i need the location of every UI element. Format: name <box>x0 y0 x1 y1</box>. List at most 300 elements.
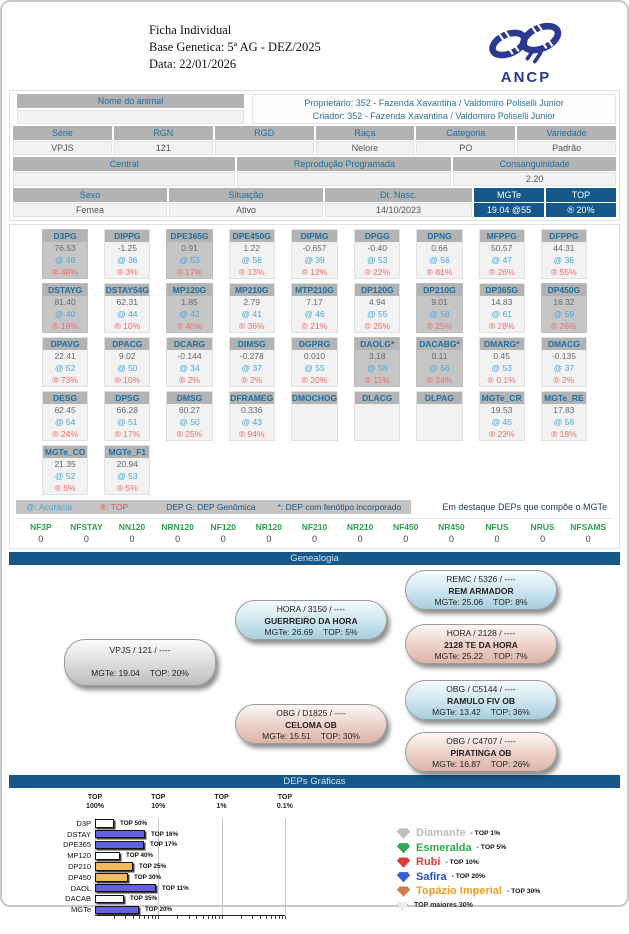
ancp-logo <box>482 22 570 90</box>
pill-mgte: MGTe: 13.42 <box>432 707 481 717</box>
dep-top: ® 21% <box>301 321 328 331</box>
dep-accuracy: @ 55 <box>367 309 388 319</box>
chart-bar <box>95 873 128 882</box>
chart-bar-label: TOP 11% <box>162 884 189 892</box>
chart-axis-tick <box>139 916 140 919</box>
chart-axis-tick <box>196 916 197 919</box>
sexo-value: Femea <box>13 203 167 217</box>
dep-value: 4.94 <box>369 297 386 307</box>
chart-axis-tick <box>260 916 261 919</box>
chart-bar-label: TOP 17% <box>150 841 178 849</box>
axis-tick-label <box>136 794 180 811</box>
genealogy-tree <box>9 565 620 772</box>
dep-accuracy: @ 54 <box>54 417 76 427</box>
chart-bar-row <box>68 872 320 883</box>
dep-top: ® 18% <box>551 429 577 439</box>
pill-top: TOP: 26% <box>490 759 530 769</box>
count-column <box>246 522 292 544</box>
axis-tick-line1: TOP <box>277 794 293 801</box>
raca-header: Raça <box>316 126 415 140</box>
gem-legend-name: Safira <box>416 870 447 883</box>
pill-stats <box>406 651 556 663</box>
chart-bar-row <box>76 818 320 829</box>
dep-accuracy: @ 58 <box>429 309 450 319</box>
dep-cell <box>166 391 212 441</box>
chart-axis-tick <box>148 916 149 919</box>
dtnasc-value: 14/10/2023 <box>325 203 472 217</box>
chart-x-axis <box>95 915 320 920</box>
chart-axis-tick <box>241 916 242 919</box>
gem-legend-name: Rubi <box>416 856 441 869</box>
count-column <box>383 522 429 544</box>
dep-top: ® 2% <box>179 375 200 385</box>
gem-legend-name: Diamante <box>416 827 466 840</box>
dep-value <box>355 404 399 416</box>
dep-accuracy: @ 56 <box>429 363 450 373</box>
central-header: Central <box>13 157 235 171</box>
dep-accuracy: @ 36 <box>117 255 138 265</box>
dep-cell <box>229 391 275 441</box>
dep-cell <box>291 283 338 333</box>
count-column <box>109 522 155 544</box>
reproducao-header: Reprodução Programada <box>237 157 451 171</box>
axis-tick-line2: 100% <box>86 802 104 810</box>
deps-graficas-section-bar: DEPs Gráficas <box>9 775 620 788</box>
count-value: 0 <box>585 534 591 544</box>
dep-value <box>292 404 337 416</box>
dep-cell <box>42 391 88 441</box>
chart-bar-row <box>68 861 320 872</box>
dep-accuracy: @ 39 <box>304 255 325 265</box>
count-label: NF120 <box>210 522 237 532</box>
dep-top: ® 12% <box>301 267 328 277</box>
dep-name: DPE450G <box>230 230 274 242</box>
chart-bar-label: TOP 35% <box>130 895 158 903</box>
dep-top: ® 2% <box>241 375 263 385</box>
dep-cell <box>166 337 212 387</box>
dep-top: ® 3% <box>116 267 138 277</box>
dep-accuracy: @ 50 <box>179 417 200 427</box>
pill-code: HORA / 3150 / ---- <box>276 604 346 614</box>
dep-top: ® 10% <box>114 321 141 331</box>
chart-bar <box>95 819 114 828</box>
count-column <box>520 522 566 544</box>
dep-cell <box>166 229 212 279</box>
dep-cell <box>104 229 150 279</box>
count-column <box>474 522 520 544</box>
dep-top: ® 40% <box>176 321 203 331</box>
dep-name: DPE365G <box>167 230 211 242</box>
count-label: NR120 <box>255 522 283 532</box>
axis-tick-label <box>73 794 117 811</box>
dep-name: DP365G <box>480 284 524 296</box>
dep-top: ® 24% <box>52 429 78 439</box>
nome-do-animal-value <box>17 110 244 124</box>
dep-cell <box>416 337 462 387</box>
dep-top: ® 34% <box>426 375 453 385</box>
chart-axis-tick <box>152 916 153 919</box>
dep-accuracy: @ 53 <box>491 363 512 373</box>
count-label: NF210 <box>301 522 328 532</box>
dep-accuracy: @ 47 <box>491 255 512 265</box>
dep-value: 3.18 <box>369 351 386 361</box>
pill-top: TOP: 36% <box>490 707 530 717</box>
chart-category-label: DP210 <box>68 862 91 872</box>
count-value: 0 <box>357 534 363 544</box>
dep-value: 1.85 <box>181 297 198 307</box>
count-label: NFSTAY <box>70 522 103 532</box>
dtnasc-header: Dt. Nasc. <box>325 188 472 202</box>
chart-category-label: MGTe <box>70 905 91 915</box>
gem-legend-row <box>397 841 540 856</box>
chart-axis-tick <box>114 916 115 919</box>
sexo-header: Sexo <box>13 188 167 202</box>
dep-value: 0.11 <box>431 351 448 361</box>
gem-icon <box>397 901 408 910</box>
dep-top: ® 94% <box>238 429 265 439</box>
gem-legend-row <box>397 884 540 899</box>
deps-chart-area <box>9 794 620 934</box>
dep-name: DSTAY54G <box>105 285 150 295</box>
count-value: 0 <box>38 534 44 544</box>
dep-value: -0.144 <box>177 351 202 361</box>
genealogy-pill[interactable] <box>405 570 557 610</box>
count-value: 0 <box>494 534 500 544</box>
gem-icon <box>397 842 410 853</box>
count-label: NRUS <box>530 522 555 532</box>
pill-stats <box>236 627 386 639</box>
dep-top: ® 11% <box>364 375 390 385</box>
dep-cell <box>354 337 400 387</box>
pill-animal-name: REM ARMADOR <box>448 585 514 596</box>
pill-top: TOP: 8% <box>493 597 528 607</box>
dep-cell <box>104 445 150 495</box>
top-value: ® 20% <box>546 203 616 217</box>
dep-accuracy: @ 42 <box>179 309 200 319</box>
dep-accuracy: @ 52 <box>54 363 76 373</box>
chart-bar <box>95 830 145 839</box>
chart-category-label: D3P <box>76 818 91 828</box>
dep-value: 16.32 <box>553 297 575 307</box>
dep-accuracy: @ 44 <box>117 309 138 319</box>
chart-bar-row <box>65 894 320 905</box>
pill-stats <box>65 668 215 680</box>
dep-cell <box>166 283 212 333</box>
dep-top: ® 0.1% <box>487 375 516 385</box>
pill-code: VPJS / 121 / ---- <box>109 645 171 655</box>
pill-animal-name: 2128 TE DA HORA <box>444 639 518 650</box>
dep-value: -0.40 <box>367 243 387 253</box>
dep-name: MGTe_CO <box>44 447 86 457</box>
count-column <box>18 522 64 544</box>
dep-accuracy: @ 43 <box>241 417 262 427</box>
chart-bar-row <box>70 904 320 915</box>
dep-value: -0.657 <box>302 243 327 253</box>
dep-cell <box>479 229 525 279</box>
dep-name: DPGG <box>355 230 399 242</box>
owner-box <box>252 94 616 124</box>
pill-code: OBG / C5144 / ---- <box>446 684 516 694</box>
chart-axis-tick <box>285 916 286 919</box>
dep-accuracy: @ 58 <box>367 363 388 373</box>
deps-bar-chart <box>39 794 349 934</box>
dep-legend-bar <box>16 500 411 514</box>
chart-axis-tick <box>144 916 145 919</box>
dep-top: ® 25% <box>426 321 453 331</box>
animal-info-table <box>9 90 620 221</box>
dep-top <box>355 428 399 440</box>
dep-value: 0.010 <box>303 351 326 361</box>
count-label: NN120 <box>118 522 146 532</box>
rgn-header: RGN <box>114 126 213 140</box>
count-column <box>565 522 611 544</box>
dep-accuracy: @ 59 <box>553 309 575 319</box>
categoria-value: PO <box>416 141 515 155</box>
chart-axis-tick <box>155 916 156 919</box>
count-value: 0 <box>266 534 272 544</box>
gem-legend-row <box>397 855 540 870</box>
chart-bar-label: TOP 50% <box>120 819 148 827</box>
dep-name: DP120G <box>355 284 399 296</box>
dep-name: MP210G <box>230 284 274 296</box>
dep-value: 81.40 <box>54 297 76 307</box>
situacao-header: Situação <box>169 188 323 202</box>
dep-cell <box>104 391 150 441</box>
dep-accuracy: @ 58 <box>553 417 575 427</box>
dep-cell <box>104 283 150 333</box>
dep-name: DIMSG <box>230 338 274 350</box>
report-title: Ficha Individual <box>149 23 232 37</box>
dep-accuracy: @ 51 <box>117 417 138 427</box>
legend-genomica: DEP G: DEP Genômica <box>166 502 256 512</box>
dep-value: 9.01 <box>431 297 448 307</box>
dep-top: ® 81% <box>426 267 453 277</box>
dep-cell <box>416 283 462 333</box>
dep-cell <box>354 229 400 279</box>
dep-accuracy: @ 52 <box>54 471 76 481</box>
dep-top: ® 26% <box>488 267 515 277</box>
dep-value: 17.83 <box>553 405 575 415</box>
dep-cell <box>416 391 462 441</box>
dep-accuracy: @ 53 <box>117 471 138 481</box>
chart-axis-tick <box>125 916 126 919</box>
dep-cell <box>42 229 88 279</box>
criador-line: Criador: 352 - Fazenda Xavantina / Valdomiro Poliselli Junior <box>312 111 556 121</box>
chart-axis-tick <box>279 916 280 919</box>
gem-legend-name: Esmeralda <box>416 841 472 854</box>
dep-top: ® 23% <box>488 429 515 439</box>
genealogy-pill[interactable] <box>235 600 387 640</box>
nome-do-animal-header: Nome do animal <box>17 94 244 108</box>
dep-value: 76.53 <box>54 243 76 253</box>
report-date: Data: 22/01/2026 <box>149 56 237 71</box>
dep-accuracy: @ 34 <box>179 363 200 373</box>
chart-category-label: MP120 <box>67 851 91 861</box>
dep-top: ® 2% <box>553 375 575 385</box>
genealogy-pill[interactable] <box>235 704 387 744</box>
dep-value: 22.41 <box>54 351 76 361</box>
dep-cell <box>104 337 150 387</box>
dep-value: 44.31 <box>553 243 575 253</box>
axis-tick-line2: 0.1% <box>276 802 293 810</box>
pill-mgte: MGTe: 19.04 <box>91 667 140 678</box>
dep-name: MTP210G <box>292 284 337 296</box>
pill-animal-name: GUERREIRO DA HORA <box>264 615 358 626</box>
gem-legend-row <box>397 899 540 914</box>
dep-top <box>292 428 337 440</box>
dep-top: ® 5% <box>116 483 138 493</box>
count-value: 0 <box>448 534 454 544</box>
situacao-value: Ativo <box>169 203 323 217</box>
dep-name: MFPPG <box>480 230 524 242</box>
gem-legend-top: - TOP 20% <box>451 873 485 881</box>
dep-cell <box>291 229 338 279</box>
serie-value: VPJS <box>13 141 112 155</box>
dep-value: -0.278 <box>239 351 264 361</box>
variedade-header: Variedade <box>517 126 616 140</box>
chart-bar-label: TOP 25% <box>139 863 167 871</box>
chart-bar-label: TOP 16% <box>151 830 179 838</box>
pill-mgte: MGTe: 26.69 <box>264 627 314 637</box>
count-value: 0 <box>129 534 135 544</box>
pill-mgte: MGTe: 15.51 <box>262 731 311 741</box>
consanguinidade-header: Consanguinidade <box>453 157 616 171</box>
count-label: NR450 <box>438 522 465 532</box>
dep-cell <box>479 391 525 441</box>
pill-animal-name: CELOMA OB <box>285 719 337 730</box>
dep-top: ® 48% <box>52 267 78 277</box>
chart-bar-label: TOP 20% <box>145 906 173 914</box>
gem-legend-top: - TOP 30% <box>506 887 541 895</box>
dep-name: DMACG <box>542 338 586 350</box>
pill-code: OBG / C4707 / ---- <box>446 736 516 746</box>
axis-tick-line1: TOP <box>87 794 103 801</box>
gem-legend-row <box>397 826 540 841</box>
count-column <box>200 522 246 544</box>
gem-icon <box>397 828 410 839</box>
dep-accuracy: @ 37 <box>553 363 575 373</box>
chart-axis-tick <box>215 916 216 919</box>
dep-name: DESG <box>43 392 87 404</box>
phenotype-counts-row <box>16 518 613 546</box>
pill-animal-name: PIRATINGA OB <box>450 747 512 758</box>
count-column <box>429 522 475 544</box>
dep-cell <box>229 337 275 387</box>
categoria-header: Categoria <box>416 126 515 140</box>
chart-axis-tick <box>252 916 253 919</box>
gem-legend-top: - TOP 1% <box>470 829 501 837</box>
count-label: NF450 <box>392 522 419 532</box>
chart-axis-tick <box>219 916 220 919</box>
dep-value: 14.83 <box>491 297 513 307</box>
genealogy-pill[interactable] <box>405 624 557 664</box>
rgd-value <box>215 141 314 155</box>
chart-bar-label: TOP 30% <box>134 873 162 881</box>
chart-axis-tick <box>212 916 213 919</box>
legend-fenotipo: *: DEP com fenótipo incorporado <box>277 502 402 512</box>
dep-cell <box>291 391 338 441</box>
legend-note: Em destaque DEPs que compõe o MGTe <box>442 502 607 512</box>
chart-bar-row <box>67 829 320 840</box>
chart-bar <box>95 906 139 915</box>
dep-accuracy: @ 53 <box>179 255 200 265</box>
dep-value <box>417 404 461 416</box>
dep-name: DMOCHOG <box>291 393 338 403</box>
chart-category-label: DP450 <box>68 872 91 882</box>
rgn-value: 121 <box>114 141 213 155</box>
chart-bar-label: TOP 40% <box>126 852 154 860</box>
pill-stats <box>236 731 386 743</box>
dep-accuracy: @ 53 <box>367 255 388 265</box>
genealogy-pill[interactable] <box>64 639 216 686</box>
dep-accuracy: @ 55 <box>304 363 325 373</box>
dep-value: -1.25 <box>117 243 137 253</box>
dep-accuracy: @ 56 <box>241 255 262 265</box>
top-header: TOP <box>546 188 616 202</box>
count-value: 0 <box>175 534 181 544</box>
pill-animal-name: RAMULO FIV OB <box>447 695 515 706</box>
central-value <box>13 172 235 186</box>
proprietario-line: Proprietário: 352 - Fazenda Xavantina / Valdomiro Poliselli Junior <box>304 98 564 108</box>
chart-bar-row <box>63 840 320 851</box>
dep-accuracy <box>417 416 461 428</box>
dep-top: ® 5% <box>54 483 76 493</box>
genealogy-pill[interactable] <box>405 732 557 772</box>
dep-cell <box>479 337 525 387</box>
count-column <box>337 522 383 544</box>
dep-name: DLACG <box>355 392 399 404</box>
mgte-header: MGTe <box>474 188 544 202</box>
axis-tick-label <box>200 794 244 811</box>
chart-axis-tick <box>275 916 276 919</box>
dep-top: ® 55% <box>551 267 577 277</box>
chart-category-label: DSTAY <box>67 829 91 839</box>
dep-name: DPSG <box>105 392 149 404</box>
count-value: 0 <box>220 534 226 544</box>
chart-bar-row <box>67 850 320 861</box>
dep-value: -0.135 <box>551 351 576 361</box>
gem-legend <box>397 794 540 934</box>
genealogy-pill[interactable] <box>405 680 557 720</box>
dep-value: 0.91 <box>181 243 198 253</box>
pill-top: TOP: 30% <box>320 731 360 741</box>
dep-value: 0.66 <box>431 243 448 253</box>
chart-bar <box>95 852 120 861</box>
ancp-logo-icon <box>482 22 570 66</box>
raca-value: Nelore <box>316 141 415 155</box>
dep-top <box>417 428 461 440</box>
chart-axis-tick <box>266 916 267 919</box>
chart-axis-tick <box>222 916 223 919</box>
dep-value: 50.57 <box>491 243 513 253</box>
dep-cell <box>42 337 88 387</box>
dep-top: ® 26% <box>551 321 577 331</box>
pill-mgte: MGTe: 25.22 <box>434 651 484 661</box>
dep-accuracy: @ 46 <box>304 309 325 319</box>
chart-plot <box>63 818 320 920</box>
dep-name: MP120G <box>167 284 211 296</box>
dep-accuracy: @ 45 <box>491 417 512 427</box>
dep-name: DSTAYG <box>43 284 87 296</box>
chart-category-label: DPE365 <box>63 840 91 850</box>
dep-name: DPNG <box>417 230 461 242</box>
dep-value: 0.45 <box>493 351 510 361</box>
dep-cell <box>541 391 587 441</box>
dep-cell <box>42 445 88 495</box>
dep-grid <box>16 229 613 495</box>
count-value: 0 <box>83 534 89 544</box>
dep-accuracy <box>355 416 399 428</box>
